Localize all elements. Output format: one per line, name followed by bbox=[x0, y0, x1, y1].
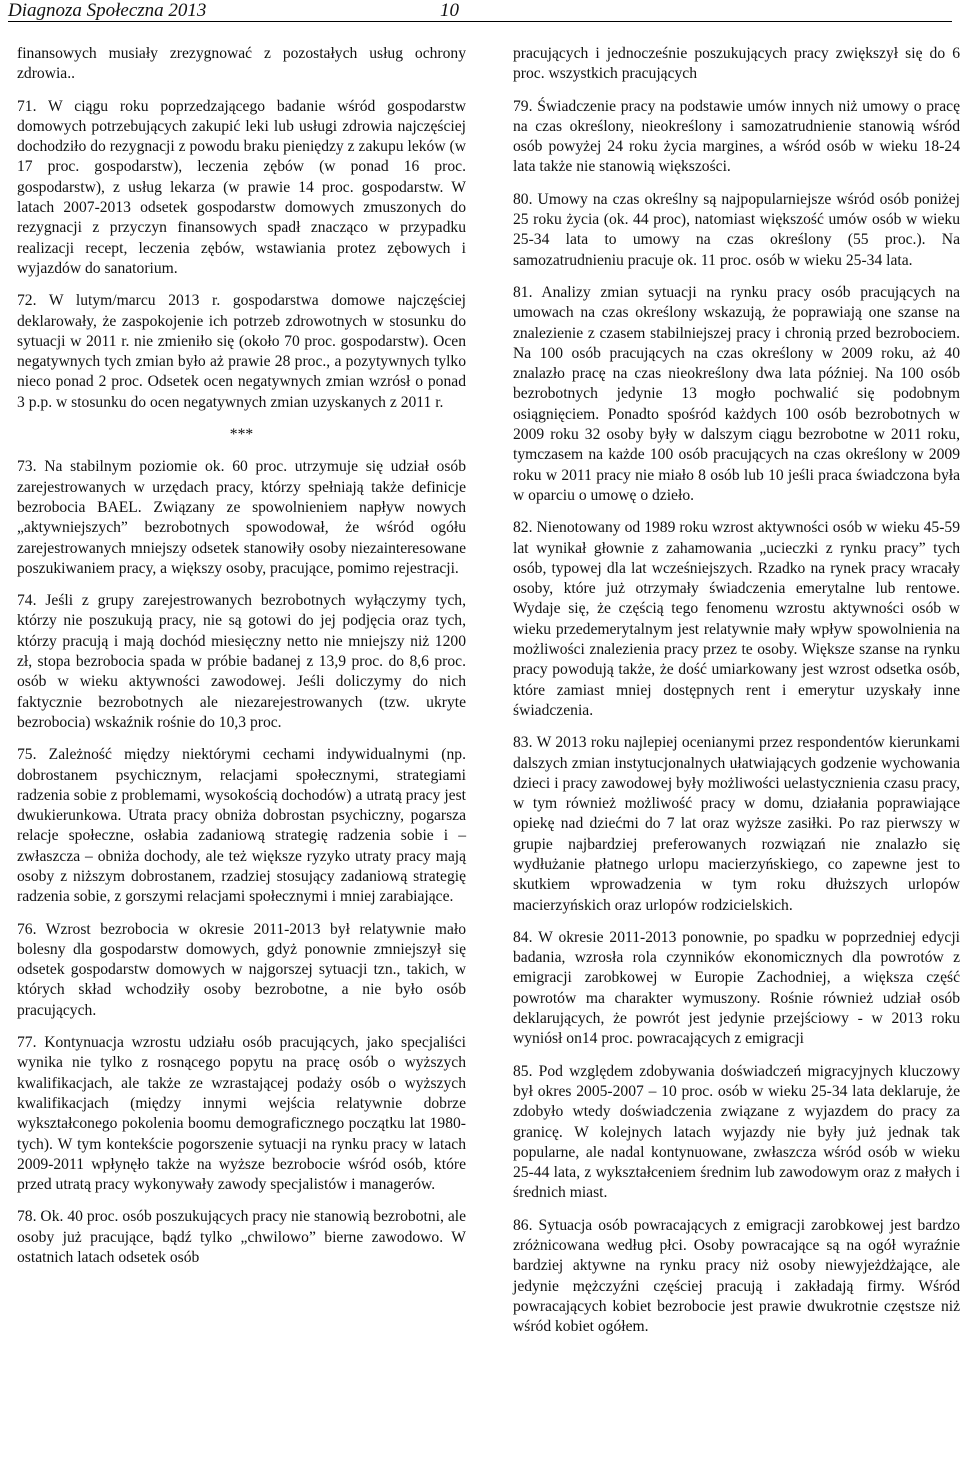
paragraph-77: 77. Kontynuacja wzrostu udziału osób pracujących, jako specjaliści wynika nie tylko z rosnącego popytu na pracę osób o wyższych kwalifikacjach, ale także ze wzrastającej podaży osób o wyższych kwalifikacjach (między innymi wejścia relatywnie dobrze wykształconego pokolenia boomu demograficznego początku lat 1980-tych). W tym kontekście pogorszenie sytuacji na rynku pracy w latach 2009-2011 wpłynęło także na wyższe bezrobocie wśród osób, które przed utratą pracy wykonywały zawody specjalistów i managerów. bbox=[17, 1034, 466, 1194]
paragraph-82: 82. Nienotowany od 1989 roku wzrost aktywności osób w wieku 45-59 lat wynikał głownie z zahamowania „ucieczki z rynku pracy” tych osób, typowej dla lat wcześniejszych. Rzadko na rynek pracy wracały osoby, które już otrzymały świadczenia emerytalne lub rentowe. Wydaje się, że częścią tego fenomenu wzrostu aktywności osób w wieku przedemerytalnym jest relatywnie mały wpływ spowolnienia na możliwości znalezienia pracy przez te osoby. Większe szanse na rynku pracy powodują także, że dość umiarkowany jest wzrost odsetka osób, które zamiast mniej dostępnych rent i emerytur uzyskały inne świadczenia. bbox=[513, 519, 960, 719]
paragraph-71: 71. W ciągu roku poprzedzającego badanie wśród gospodarstw domowych potrzebujących zakupić leki lub usługi zdrowia najczęściej dochodziło do rezygnacji z powodu braku pieniędzy z zakupu leków (w 17 proc. gospodarstw), leczenia zębów (w ponad 16 proc. gospodarstw), z usług lekarza (w prawie 14 proc. gospodarstw. W latach 2007-2013 odsetek gospodarstw domowych zmuszonych do rezygnacji z przyczyn finansowych spadł znacząco w przypadku realizacji recept, leczenia zębów, wstawiania protez zębowych i wyjazdów do sanatorium. bbox=[17, 97, 466, 277]
running-title: Diagnoza Społeczna 2013 bbox=[8, 0, 207, 21]
paragraph-86: 86. Sytuacja osób powracających z emigracji zarobkowej jest bardzo zróżnicowana według płci. Osoby powracające są na ogół wyraźnie bardziej aktywne na rynku pracy niż osoby niewyjeżdżające, ale jedynie mężczyźni częściej pracują i zakładają firmy. Wśród powracających kobiet bezrobocie jest prawie dwukrotnie częstsze niż wśród kobiet ogółem. bbox=[513, 1216, 960, 1336]
paragraph-72: 72. W lutym/marcu 2013 r. gospodarstwa domowe najczęściej deklarowały, że zaspokojenie ich potrzeb zdrowotnych w stosunku do sytuacji w 2011 r. nie zmieniło się (około 70 proc. gospodarstw). Ocen negatywnych tych zmian było aż prawie 28 proc., a pozytywnych tylko nieco ponad 2 proc. Odsetek ocen negatywnych zmian wzrósł o ponad 3 p.p. w stosunku do ocen negatywnych zmian uzyskanych z 2011 r. bbox=[17, 292, 466, 411]
paragraph-76: 76. Wzrost bezrobocia w okresie 2011-2013 był relatywnie mało bolesny dla gospodarstw domowych, gdyż ponownie zmniejszył się odsetek gospodarstw domowych w najgorszej sytuacji tzn., takich, w których skład wchodziły osoby bezrobotne, a nie było osób pracujących. bbox=[17, 920, 466, 1019]
paragraph-80: 80. Umowy na czas określny są najpopularniejsze wśród osób poniżej 25 roku życia (ok. 44 proc), natomiast większość umów osób w wieku 25-34 lata to umowy na czas określony (55 proc.). Na samozatrudnieniu pracuje ok. 11 proc. osób w wieku 25-34 lata. bbox=[513, 190, 960, 269]
left-column bbox=[17, 44, 466, 1280]
paragraph-74: 74. Jeśli z grupy zarejestrowanych bezrobotnych wyłączymy tych, którzy nie poszukują pracy, nie są gotowi do jej podjęcia oraz tych, którzy pracują i mają dochód miesięczny netto nie mniejszy niż 1200 zł, stopa bezrobocia spada w próbie badanej z 13,9 proc. do 8,6 proc. osób w wieku aktywności zawodowej. Jeśli doliczymy do nich faktycznie bezrobotnych ale niezarejestrowanych (tzw. ukryte bezrobocia) wskaźnik rośnie do 10,3 proc. bbox=[17, 592, 466, 731]
paragraph-78-continuation: pracujących i jednocześnie poszukujących pracy zwiększył się do 6 proc. wszystkich pracujących bbox=[513, 45, 960, 83]
paragraph-75: 75. Zależność między niektórymi cechami indywidualnymi (np. dobrostanem psychicznym, relacjami społecznymi, strategiami radzenia sobie z problemami, wysokością dochodów) a utratą pracy jest dwukierunkowa. Utrata pracy obniża dobrostan psychiczny, pogarsza relacje społeczne, osłabia zadaniową strategię radzenia sobie i – zwłaszcza – obniża dochody, ale też większe ryzyko utraty pracy mają osoby z niższym dobrostanem, rzadziej stosujący zadaniową strategię radzenia sobie, z gorszymi relacjami społecznymi i mniej zarabiające. bbox=[17, 746, 466, 906]
paragraph-79: 79. Świadczenie pracy na podstawie umów innych niż umowy o pracę na czas określony, nieokreślony i samozatrudnienie stanowią wśród osób powyżej 24 roku życia margines, a wśród osób w wieku 18-24 lata także nie stanowią większości. bbox=[513, 97, 960, 176]
right-column bbox=[513, 44, 960, 1350]
paragraph-78: 78. Ok. 40 proc. osób poszukujących pracy nie stanowią bezrobotni, ale osoby już pracujące, bądź tylko „chwilowo” bierne zawodowo. W ostatnich latach odsetek osób bbox=[17, 1208, 466, 1267]
page-number: 10 bbox=[440, 0, 459, 21]
paragraph-81: 81. Analizy zmian sytuacji na rynku pracy osób pracujących na umowach na czas określony wskazują, że poprawiają one szanse na znalezienie z czasem stabilniejszej pracy i chronią przed bezrobociem. Na 100 osób pracujących na czas określony w 2009 roku, aż 40 znalazło pracę na czas nieokreślony dwa lata później. Na 100 osób bezrobotnych jedynie 13 mogło pochwalić się podobnym osiągnięciem. Ponadto spośród każdych 100 osób bezrobotnych w 2009 roku 32 osoby były w dalszym ciągu bezrobotne w 2011 roku, tymczasem na każde 100 osób pracujących na czas określony w 2009 roku w 2011 pracy nie miało 8 osób lub 10 jeśli praca świadczona była w oparciu o umowę o dzieło. bbox=[513, 283, 960, 504]
paragraph-85: 85. Pod względem zdobywania doświadczeń migracyjnych kluczowy był okres 2005-2007 – 10 proc. osób w wieku 25-34 lata deklaruje, że zdobyło wtedy doświadczenia związane z wyjazdem do pracy za granicę. W kolejnych latach wyjazdy nie były już jednak tak popularne, ale nadal kontynuowane, zwłaszcza wśród osób w wieku 25-44 lata, z wykształceniem średnim lub zawodowym oraz z małych i średnich miast. bbox=[513, 1062, 960, 1202]
paragraph-73: 73. Na stabilnym poziomie ok. 60 proc. utrzymuje się udział osób zarejestrowanych w urzędach pracy, którzy spełniają także definicje bezrobocia BAEL. Związany ze spowolnieniem napływ nowych „aktywniejszych” bezrobotnych spowodował, że wśród ogółu zarejestrowanych mniejszy odsetek stanowiły osoby niezainteresowane poszukiwaniem pracy, a większy osoby, pracujące, pomimo rejestracji. bbox=[17, 458, 466, 577]
paragraph-84: 84. W okresie 2011-2013 ponownie, po spadku w poprzedniej edycji badania, wzrosła rola czynników ekonomicznych dla powrotów z emigracji zarobkowej w Europie Zachodniej, a większa część powrotów ma charakter wymuszony. Rośnie również udział osób deklarujących, że powrót jest jedynie przejściowy - w 2013 roku wyniósł on14 proc. powracających z emigracji bbox=[513, 928, 960, 1048]
section-separator: *** bbox=[229, 426, 254, 444]
paragraph-continuation: finansowych musiały zrezygnować z pozostałych usług ochrony zdrowia.. bbox=[17, 45, 466, 83]
header-rule bbox=[8, 21, 952, 22]
paragraph-83: 83. W 2013 roku najlepiej ocenianymi przez respondentów kierunkami dalszych zmian instytucjonalnych ułatwiających godzenie wychowania dzieci i pracy zawodowej były możliwości uelastycznienia czasu pracy, w tym również możliwość pracy w domu, działania poprawiające opiekę nad dziećmi do 7 lat oraz wyższe zasiłki. Po raz pierwszy w grupie najbardziej preferowanych rozwiązań nie znalazło się wydłużanie płatnego urlopu macierzyńskiego, co zapewne jest to skutkiem wprowadzenia w tym roku dłuższych urlopów macierzyńskich oraz urlopów rodzicielskich. bbox=[513, 734, 960, 914]
page-header bbox=[0, 0, 960, 28]
